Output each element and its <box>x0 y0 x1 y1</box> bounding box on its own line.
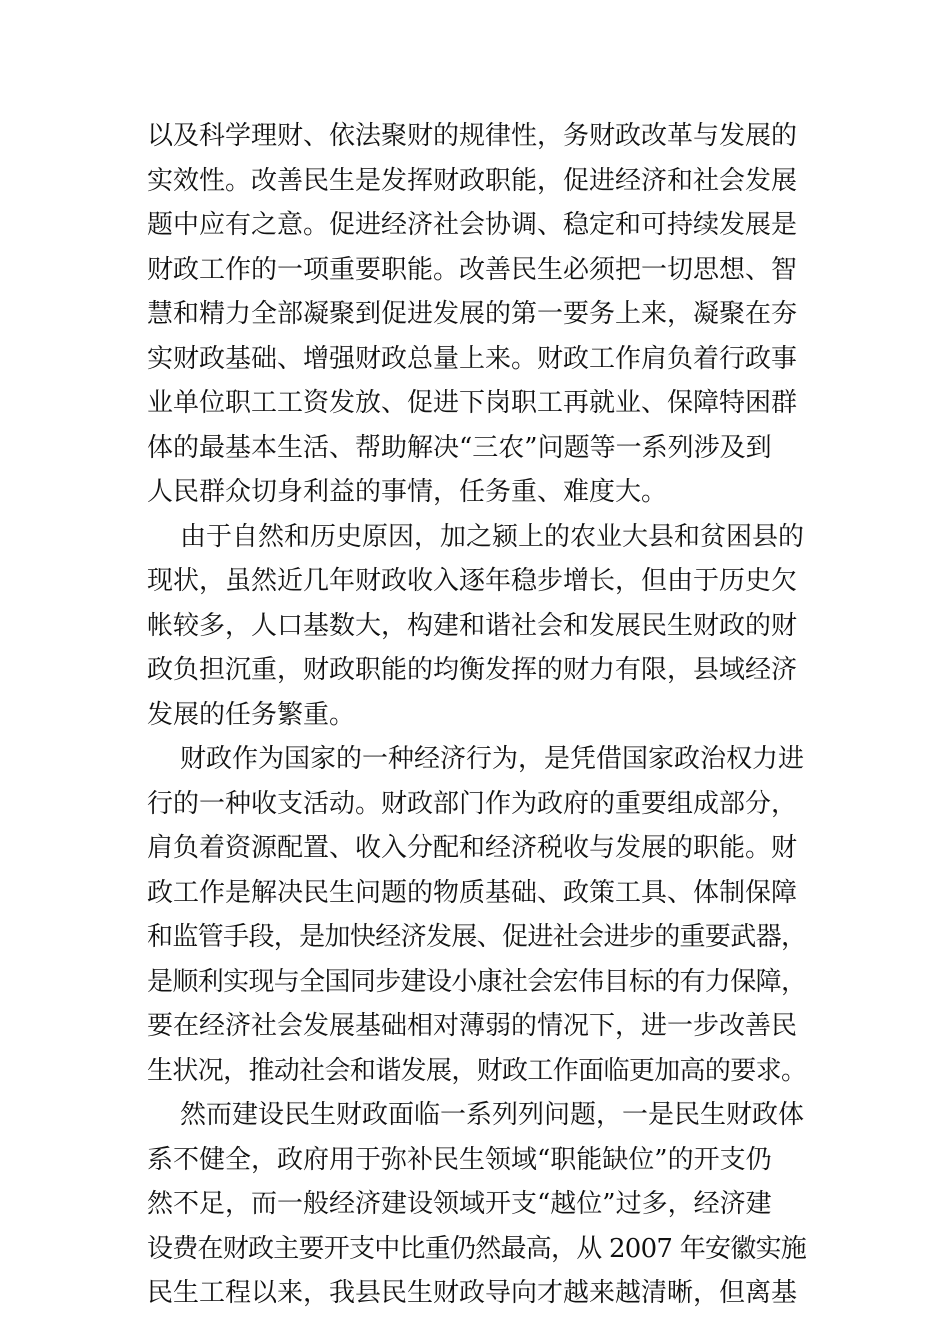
text-line: 体的最基本生活、帮助解决“三农”问题等一系列涉及到 <box>147 432 772 463</box>
text-line: 题中应有之意。促进经济社会协调、稳定和可持续发展是 <box>147 210 798 240</box>
text-line: 然不足，而一般经济建设领域开支“越位”过多，经济建 <box>147 1189 772 1219</box>
text-line: 政工作是解决民生问题的物质基础、政策工具、体制保障 <box>147 877 798 908</box>
text-line: 实效性。改善民生是发挥财政职能，促进经济和社会发展 <box>147 165 798 196</box>
text-line: 是顺利实现与全国同步建设小康社会宏伟目标的有力保障， <box>147 966 807 997</box>
text-line: 帐较多，人口基数大，构建和谐社会和发展民生财政的财 <box>147 610 798 641</box>
text-line: 设费在财政主要开支中比重仍然最高，从 2007 年安徽实施 <box>147 1233 806 1264</box>
text-line: 要在经济社会发展基础相对薄弱的情况下，进一步改善民 <box>147 1011 798 1041</box>
text-line: 慧和精力全部凝聚到促进发展的第一要务上来，凝聚在夯 <box>147 299 798 329</box>
text-line: 政负担沉重，财政职能的均衡发挥的财力有限，县域经济 <box>147 655 798 685</box>
text-line: 现状，虽然近几年财政收入逐年稳步增长，但由于历史欠 <box>147 566 798 596</box>
paragraph <box>147 1093 807 1316</box>
paragraph <box>147 737 807 1093</box>
text-line: 民生工程以来，我县民生财政导向才越来越清晰，但离基 <box>147 1278 798 1308</box>
text-line: 行的一种收支活动。财政部门作为政府的重要组成部分， <box>147 788 798 819</box>
paragraph <box>147 515 807 738</box>
text-line: 财政作为国家的一种经济行为，是凭借国家政治权力进 <box>180 744 805 774</box>
document-body <box>147 114 807 1316</box>
text-line: 财政工作的一项重要职能。改善民生必须把一切思想、智 <box>147 254 798 285</box>
text-line: 以及科学理财、依法聚财的规律性，务财政改革与发展的 <box>147 121 798 151</box>
text-line: 人民群众切身利益的事情，任务重、难度大。 <box>147 477 668 507</box>
paragraph <box>147 114 807 515</box>
text-line: 然而建设民生财政面临一系列列问题，一是民生财政体 <box>180 1100 805 1130</box>
text-line: 和监管手段，是加快经济发展、促进社会进步的重要武器， <box>147 922 807 952</box>
text-line: 业单位职工工资发放、促进下岗职工再就业、保障特困群 <box>147 388 798 418</box>
text-line: 生状况，推动社会和谐发展，财政工作面临更加高的要求。 <box>147 1055 807 1086</box>
text-line: 系不健全，政府用于弥补民生领域“职能缺位”的开支仍 <box>147 1144 772 1175</box>
text-line: 肩负着资源配置、收入分配和经济税收与发展的职能。财 <box>147 833 798 863</box>
text-line: 由于自然和历史原因，加之颍上的农业大县和贫困县的 <box>180 521 805 552</box>
text-line: 发展的任务繁重。 <box>147 699 356 730</box>
text-line: 实财政基础、增强财政总量上来。财政工作肩负着行政事 <box>147 343 798 374</box>
